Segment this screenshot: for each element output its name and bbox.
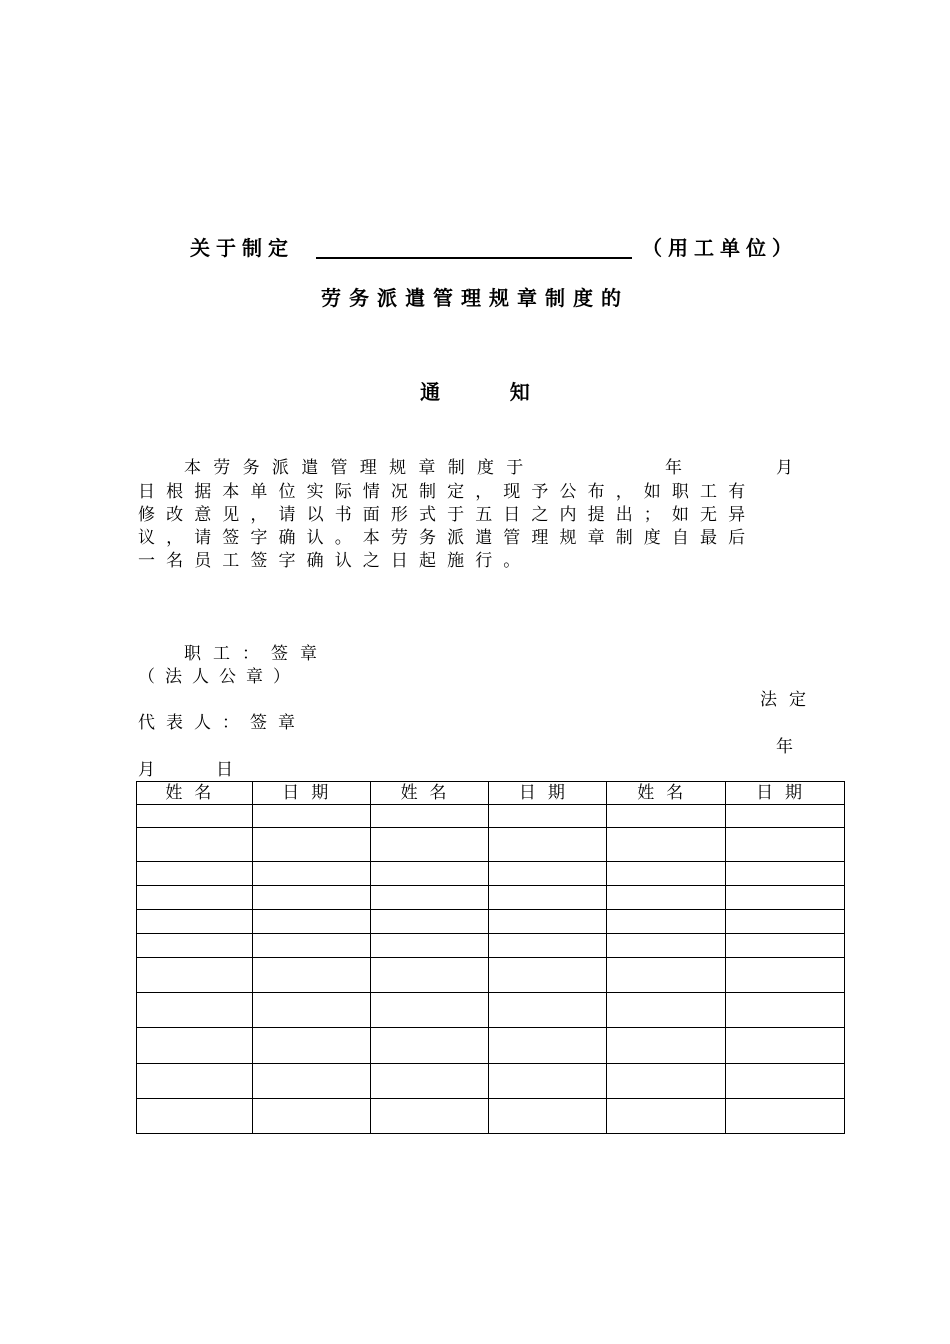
body-line-3: 修改意见，请以书面形式于五日之内提出；如无异	[138, 505, 757, 525]
table-row	[137, 993, 845, 1028]
header-name-1: 姓名	[137, 782, 253, 805]
table-cell[interactable]	[489, 910, 607, 934]
body-line-5: 一名员工签字确认之日起施行。	[138, 551, 532, 571]
header-date-1: 日期	[252, 782, 370, 805]
table-cell[interactable]	[370, 1064, 489, 1099]
table-row	[137, 1064, 845, 1099]
table-row	[137, 828, 845, 862]
table-cell[interactable]	[252, 862, 370, 886]
table-header-row	[137, 782, 845, 805]
table-cell[interactable]	[137, 1028, 253, 1064]
table-cell[interactable]	[252, 958, 370, 993]
table-cell[interactable]	[252, 886, 370, 910]
table-cell[interactable]	[370, 886, 489, 910]
legal-rep-label-2: 代表人：签章	[138, 713, 306, 733]
table-row	[137, 958, 845, 993]
body-line-2: 日根据本单位实际情况制定，现予公布，如职工有	[138, 482, 757, 502]
table-cell[interactable]	[252, 805, 370, 828]
table-cell[interactable]	[489, 958, 607, 993]
table-cell[interactable]	[726, 1099, 845, 1134]
table-cell[interactable]	[489, 828, 607, 862]
table-cell[interactable]	[726, 1064, 845, 1099]
header-name-3: 姓名	[607, 782, 726, 805]
signature-table	[136, 781, 845, 1134]
notice-heading: 通 知	[420, 380, 530, 404]
table-cell[interactable]	[607, 805, 726, 828]
table-cell[interactable]	[252, 1028, 370, 1064]
table-cell[interactable]	[137, 934, 253, 958]
table-cell[interactable]	[489, 934, 607, 958]
date-day-label: 日	[216, 760, 242, 780]
title-suffix: （用工单位）	[642, 236, 798, 260]
table-cell[interactable]	[137, 1099, 253, 1134]
table-row	[137, 862, 845, 886]
table-cell[interactable]	[252, 910, 370, 934]
title-line-1	[190, 232, 830, 262]
table-cell[interactable]	[137, 805, 253, 828]
body-line-4: 议，请签字确认。本劳务派遣管理规章制度自最后	[138, 528, 757, 548]
table-cell[interactable]	[252, 993, 370, 1028]
table-cell[interactable]	[137, 886, 253, 910]
table-cell[interactable]	[607, 1099, 726, 1134]
table-cell[interactable]	[370, 805, 489, 828]
table-row	[137, 886, 845, 910]
table-cell[interactable]	[726, 934, 845, 958]
table-cell[interactable]	[370, 828, 489, 862]
table-cell[interactable]	[607, 934, 726, 958]
table-cell[interactable]	[370, 1028, 489, 1064]
table-row	[137, 910, 845, 934]
body-line-1: 本劳务派遣管理规章制度于	[184, 458, 536, 478]
body-year-label: 年	[665, 458, 691, 478]
table-cell[interactable]	[252, 1064, 370, 1099]
table-cell[interactable]	[607, 886, 726, 910]
table-cell[interactable]	[370, 934, 489, 958]
table-row	[137, 805, 845, 828]
table-cell[interactable]	[370, 993, 489, 1028]
table-cell[interactable]	[489, 1099, 607, 1134]
table-cell[interactable]	[489, 886, 607, 910]
table-cell[interactable]	[252, 828, 370, 862]
table-cell[interactable]	[137, 993, 253, 1028]
title-prefix: 关于制定	[190, 236, 294, 260]
table-cell[interactable]	[607, 1064, 726, 1099]
header-date-2: 日期	[489, 782, 607, 805]
header-date-3: 日期	[726, 782, 845, 805]
table-cell[interactable]	[137, 862, 253, 886]
table-cell[interactable]	[607, 910, 726, 934]
table-row	[137, 1028, 845, 1064]
table-cell[interactable]	[489, 862, 607, 886]
table-cell[interactable]	[489, 993, 607, 1028]
header-name-2: 姓名	[370, 782, 489, 805]
table-cell[interactable]	[607, 993, 726, 1028]
table-cell[interactable]	[726, 886, 845, 910]
table-cell[interactable]	[370, 862, 489, 886]
table-cell[interactable]	[607, 1028, 726, 1064]
table-cell[interactable]	[726, 805, 845, 828]
table-cell[interactable]	[137, 958, 253, 993]
company-name-blank[interactable]	[316, 257, 632, 259]
table-cell[interactable]	[726, 958, 845, 993]
table-cell[interactable]	[607, 958, 726, 993]
table-row	[137, 1099, 845, 1134]
table-cell[interactable]	[252, 1099, 370, 1134]
title-line-2: 劳务派遣管理规章制度的	[321, 286, 629, 310]
body-month-label: 月	[776, 458, 802, 478]
date-year-label: 年	[776, 737, 802, 757]
table-cell[interactable]	[607, 828, 726, 862]
table-cell[interactable]	[370, 1099, 489, 1134]
table-cell[interactable]	[489, 805, 607, 828]
table-cell[interactable]	[137, 1064, 253, 1099]
company-seal-label: （法人公章）	[138, 667, 300, 687]
table-cell[interactable]	[489, 1028, 607, 1064]
table-cell[interactable]	[726, 993, 845, 1028]
table-cell[interactable]	[489, 1064, 607, 1099]
table-cell[interactable]	[726, 1028, 845, 1064]
table-cell[interactable]	[370, 910, 489, 934]
table-cell[interactable]	[726, 862, 845, 886]
table-cell[interactable]	[607, 862, 726, 886]
employee-signature-label: 职工：签章	[184, 644, 329, 664]
table-cell[interactable]	[252, 934, 370, 958]
table-cell[interactable]	[137, 910, 253, 934]
date-month-label: 月	[138, 760, 164, 780]
table-cell[interactable]	[726, 910, 845, 934]
table-cell[interactable]	[370, 958, 489, 993]
table-cell[interactable]	[137, 828, 253, 862]
table-row	[137, 934, 845, 958]
legal-rep-label-1: 法定	[760, 690, 818, 710]
table-cell[interactable]	[726, 828, 845, 862]
